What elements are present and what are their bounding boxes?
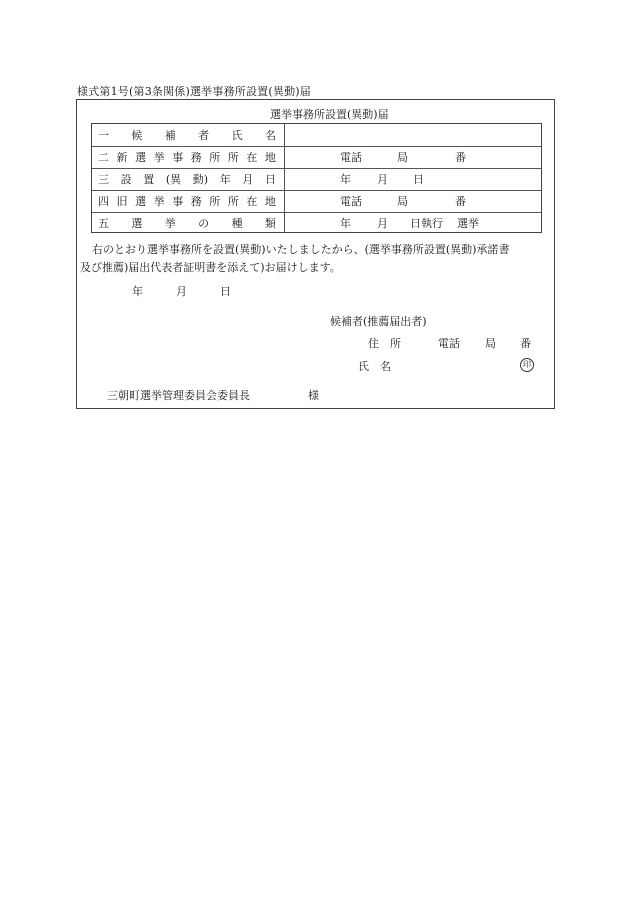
addressee-honorific: 様 — [308, 389, 319, 402]
form-title: 様式第1号(第3条関係)選挙事務所設置(異動)届 — [77, 85, 311, 98]
address-ban-label: 番 — [520, 337, 531, 350]
row-label-char: 選 — [131, 216, 143, 230]
row-label-char: 動) — [192, 173, 209, 186]
row-label-char: 者 — [198, 129, 210, 142]
date-month-label: 月 — [176, 285, 187, 298]
body-line-1: 右のとおり選挙事務所を設置(異動)いたしましたから、(選挙事務所設置(異動)承諾書 — [92, 243, 510, 256]
nen-label: 年 — [340, 173, 351, 186]
kyoku-label: 局 — [397, 195, 408, 208]
row-label-char: 在 — [246, 195, 258, 208]
row-label-char: 名 — [264, 129, 276, 142]
row-label-char: の — [198, 216, 210, 230]
row-label-char: 地 — [264, 195, 276, 208]
senkyo-label: 選挙 — [457, 216, 479, 230]
row-label-char: 挙 — [164, 216, 176, 230]
nen-label: 年 — [340, 216, 351, 230]
form-heading-text — [270, 106, 389, 122]
address-tel-label: 電話 — [438, 337, 460, 350]
row-number: 二 — [98, 151, 109, 164]
row-label-char: 所 — [227, 195, 239, 208]
row-label-char: 事 — [172, 151, 184, 164]
row-label-char: 所 — [209, 151, 221, 164]
row-number: 三 — [98, 173, 109, 186]
row-label-char: 旧 — [116, 195, 128, 208]
row-number: 四 — [98, 195, 109, 208]
row-label-char: 設 — [120, 173, 132, 186]
name-label: 氏 名 — [358, 360, 391, 373]
row-label-char: 氏 — [231, 129, 243, 142]
address-label: 住 所 — [368, 337, 401, 350]
row-label-char: 選 — [135, 195, 147, 208]
row-label-char: 類 — [264, 216, 276, 230]
body-line-2: 及び推薦)届出代表者証明書を添えて)お届けします。 — [80, 261, 341, 274]
election-type-field[interactable] — [285, 212, 542, 233]
row-new-office-address — [92, 146, 284, 168]
row-number: 五 — [98, 216, 109, 230]
info-table — [91, 123, 542, 233]
row-label-char: (異 — [165, 173, 182, 186]
date-day-label: 日 — [220, 285, 231, 298]
row-label-char: 候 — [131, 129, 143, 142]
applicant-address-row — [368, 335, 538, 349]
row-label-char: 種 — [231, 216, 243, 230]
addressee: 三朝町選挙管理委員会委員長 — [107, 389, 250, 402]
hi-shikkou-label: 日執行 — [410, 216, 443, 230]
setup-date-field[interactable] — [285, 168, 542, 190]
hi-label: 日 — [413, 173, 424, 186]
old-office-address-field[interactable] — [285, 190, 542, 212]
form-heading-label: 選挙事務所設置(異動)届 — [270, 108, 389, 121]
applicant-name-row — [358, 358, 538, 372]
row-label-char: 在 — [246, 151, 258, 164]
row-label-char: 選 — [135, 151, 147, 164]
address-kyoku-label: 局 — [485, 337, 496, 350]
row-label-char: 月 — [242, 173, 254, 186]
row-label-char: 地 — [264, 151, 276, 164]
row-label-char: 挙 — [153, 151, 165, 164]
tsuki-label: 月 — [377, 216, 388, 230]
row-number: 一 — [98, 129, 109, 142]
seal-icon: 印 — [520, 358, 534, 372]
ban-label: 番 — [455, 195, 466, 208]
ban-label: 番 — [455, 151, 466, 164]
row-label-char: 所 — [209, 195, 221, 208]
row-label-char: 所 — [227, 151, 239, 164]
row-label-char: 日 — [264, 173, 276, 186]
candidate-name-field[interactable] — [285, 124, 542, 146]
submission-date — [132, 283, 231, 299]
row-label-char: 新 — [116, 151, 128, 164]
tel-label: 電話 — [340, 195, 362, 208]
row-label-char: 務 — [190, 195, 202, 208]
row-label-char: 挙 — [153, 195, 165, 208]
row-label-char: 補 — [164, 129, 176, 142]
row-setup-date — [92, 168, 284, 190]
row-label-char: 務 — [190, 151, 202, 164]
row-candidate-name — [92, 124, 284, 146]
row-label-char: 事 — [172, 195, 184, 208]
date-year-label: 年 — [132, 285, 143, 298]
row-old-office-address — [92, 190, 284, 212]
row-election-type — [92, 212, 284, 233]
new-office-address-field[interactable] — [285, 146, 542, 168]
tsuki-label: 月 — [377, 173, 388, 186]
tel-label: 電話 — [340, 151, 362, 164]
kyoku-label: 局 — [397, 151, 408, 164]
applicant-title: 候補者(推薦届出者) — [330, 315, 427, 328]
row-label-char: 年 — [219, 173, 231, 186]
row-label-char: 置 — [143, 173, 155, 186]
